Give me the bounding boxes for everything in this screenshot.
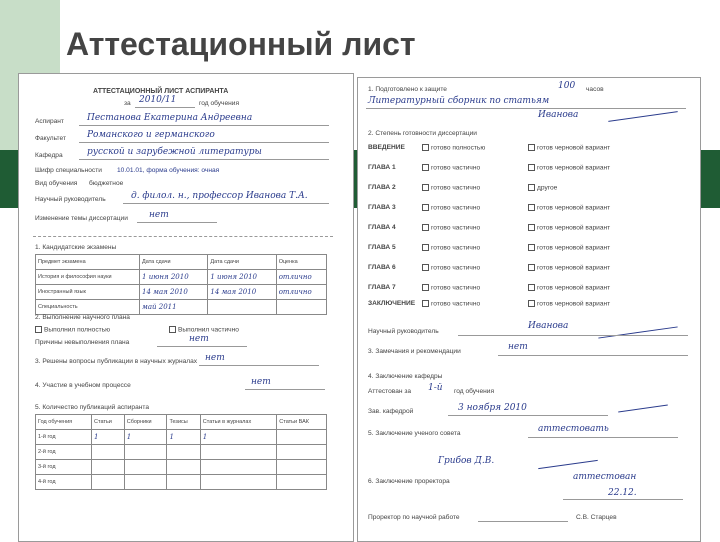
option-label: готов черновой вариант	[537, 204, 611, 212]
exam-cell: Иностранный язык	[36, 285, 140, 300]
supervisor-signature: Иванова	[528, 321, 569, 331]
pub-header-cell: Тезисы	[167, 415, 200, 430]
chapter-name: ГЛАВА 3	[368, 204, 396, 211]
exam-cell	[276, 300, 326, 315]
field-label-5: Научный руководитель	[35, 196, 106, 203]
item1-suffix: часов	[586, 86, 604, 93]
exam-cell: История и философия науки	[36, 270, 140, 285]
chapter-draft-option	[528, 284, 610, 291]
signature-stroke	[608, 111, 677, 122]
chapter-name: ВВЕДЕНИЕ	[368, 144, 405, 151]
pub-header-cell: Статьи в журналах	[200, 415, 276, 430]
pub-cell	[167, 445, 200, 460]
exam-table-row	[36, 285, 327, 300]
pub-table-header	[36, 415, 327, 430]
chapter-draft-option	[528, 164, 610, 171]
year-underline	[135, 107, 195, 108]
pub-cell: 3-й год	[36, 460, 92, 475]
protocol-line	[448, 415, 608, 416]
section4-line	[245, 389, 325, 390]
pub-cell	[92, 475, 125, 490]
exam-cell	[208, 300, 276, 315]
pub-table-row	[36, 430, 327, 445]
attest-label: Аттестован за	[368, 388, 412, 395]
section-divider	[33, 236, 333, 237]
exam-table-row	[36, 300, 327, 315]
section4-value: нет	[251, 377, 271, 387]
chapter-name: ГЛАВА 2	[368, 184, 396, 191]
exam-cell: 1 июня 2010	[208, 270, 276, 285]
field-value-5: д. филол. н., профессор Иванова Т.А.	[131, 191, 308, 201]
chapter-status	[422, 144, 485, 151]
checkbox	[528, 224, 535, 231]
option-label: готов черновой вариант	[537, 264, 611, 272]
item5-value: аттестовать	[538, 424, 609, 434]
chapter-status	[422, 224, 480, 231]
plan-option-label: Выполнил частично	[178, 326, 239, 334]
year-prefix: за	[124, 100, 131, 107]
field-value-3: 10.01.01, форма обучения: очная	[117, 167, 220, 174]
item3-line	[498, 355, 688, 356]
field-line-6	[137, 222, 217, 223]
pub-cell	[92, 445, 125, 460]
chapter-status-label: готово частично	[431, 284, 481, 292]
section3-line	[199, 365, 319, 366]
pub-cell	[200, 445, 276, 460]
pub-cell	[200, 475, 276, 490]
pub-cell: 1	[167, 430, 200, 445]
checkbox	[422, 264, 429, 271]
item1-label: 1. Подготовлено к защите	[368, 86, 447, 93]
pub-table-row	[36, 460, 327, 475]
item1-signature: Иванова	[538, 110, 579, 120]
chapter-name: ГЛАВА 5	[368, 244, 396, 251]
pub-table-row	[36, 475, 327, 490]
page-heading: АТТЕСТАЦИОННЫЙ ЛИСТ АСПИРАНТА	[93, 88, 229, 95]
protocol-date: 3 ноября 2010	[458, 403, 527, 413]
attestation-page-left	[18, 73, 354, 542]
field-label-0: Аспирант	[35, 118, 64, 125]
chapter-status-label: готово частично	[431, 164, 481, 172]
vice-rector-line	[478, 521, 568, 522]
field-value-2: русской и зарубежной литературы	[87, 147, 262, 157]
item3-value: нет	[508, 342, 528, 352]
field-value-6: нет	[149, 210, 169, 220]
date-line	[563, 499, 683, 500]
chapter-status	[422, 204, 480, 211]
pub-cell	[277, 445, 327, 460]
council-signature: Грибов Д.В.	[438, 456, 495, 466]
field-label-6: Изменение темы диссертации	[35, 215, 128, 222]
exam-cell: 1 июня 2010	[140, 270, 208, 285]
chapter-name: ГЛАВА 7	[368, 284, 396, 291]
pub-header-cell: Сборники	[124, 415, 167, 430]
pub-cell	[277, 430, 327, 445]
field-label-1: Факультет	[35, 135, 66, 142]
item1-line	[366, 108, 686, 109]
item1-value: 100	[558, 81, 576, 91]
section3-value: нет	[205, 353, 225, 363]
publications-table	[35, 414, 327, 490]
exam-cell: Специальность	[36, 300, 140, 315]
signature-stroke	[618, 405, 668, 413]
supervisor-line	[458, 335, 688, 336]
field-label-2: Кафедра	[35, 152, 63, 159]
chapter-name: ГЛАВА 6	[368, 264, 396, 271]
signature-stroke	[538, 460, 598, 469]
chapter-status-label: готово полностью	[431, 144, 486, 152]
checkbox	[422, 184, 429, 191]
pub-table-row	[36, 445, 327, 460]
item2-label: 2. Степень готовности диссертации	[368, 130, 477, 137]
chapter-name: ЗАКЛЮЧЕНИЕ	[368, 300, 416, 307]
reasons-label: Причины невыполнения плана	[35, 339, 130, 346]
chapter-status	[422, 264, 480, 271]
section2-title: 2. Выполнение научного плана	[35, 314, 130, 321]
checkbox	[422, 164, 429, 171]
item1-note: Литературный сборник по статьям	[368, 96, 550, 106]
section1-title: 1. Кандидатские экзамены	[35, 244, 117, 251]
pub-header-cell: Год обучения	[36, 415, 92, 430]
field-line-5	[123, 203, 329, 204]
chapter-status	[422, 184, 480, 191]
checkbox	[422, 144, 429, 151]
chapter-status-label: готово частично	[431, 224, 481, 232]
checkbox	[528, 264, 535, 271]
section3-label: 3. Решены вопросы публикации в научных журналах	[35, 358, 198, 365]
pub-cell: 1-й год	[36, 430, 92, 445]
pub-cell	[124, 475, 167, 490]
checkbox	[528, 144, 535, 151]
option-label: готов черновой вариант	[537, 300, 611, 308]
exam-cell: май 2011	[140, 300, 208, 315]
attest-suffix: год обучения	[454, 388, 495, 395]
item3-label: 3. Замечания и рекомендации	[368, 348, 461, 355]
exam-table-header	[36, 255, 327, 270]
year-suffix: год обучения	[199, 100, 240, 107]
checkbox	[422, 244, 429, 251]
exam-cell: отлично	[276, 285, 326, 300]
reasons-value: нет	[189, 334, 209, 344]
pub-cell	[277, 475, 327, 490]
option-label: готов черновой вариант	[537, 284, 611, 292]
checkbox	[528, 204, 535, 211]
pub-cell	[200, 460, 276, 475]
attest-year: 1-й	[428, 383, 443, 393]
pub-cell	[124, 445, 167, 460]
pub-header-cell: Статьи	[92, 415, 125, 430]
checkbox	[528, 284, 535, 291]
section4-label: 4. Участие в учебном процессе	[35, 382, 131, 389]
exam-header-cell: Дата сдачи	[140, 255, 208, 270]
chapter-status-label: готово частично	[431, 184, 481, 192]
pub-cell: 1	[200, 430, 276, 445]
pub-cell	[124, 460, 167, 475]
checkbox	[528, 244, 535, 251]
chapter-draft-option	[528, 264, 610, 271]
slide-title: Аттестационный лист	[66, 26, 416, 62]
reasons-line	[157, 346, 247, 347]
option-label: готов черновой вариант	[537, 244, 611, 252]
checkbox	[422, 284, 429, 291]
chapter-status-label: готово частично	[431, 264, 481, 272]
option-label: готов черновой вариант	[537, 224, 611, 232]
item4-label: 4. Заключение кафедры	[368, 373, 443, 380]
plan-option-full	[35, 326, 110, 333]
vice-rector-name: С.В. Старцев	[576, 514, 617, 521]
field-value-4: бюджетное	[89, 180, 124, 187]
pub-cell: 4-й год	[36, 475, 92, 490]
exam-header-cell: Предмет экзамена	[36, 255, 140, 270]
pub-cell: 1	[124, 430, 167, 445]
chapter-other-option	[528, 184, 557, 191]
plan-option-partial	[169, 326, 239, 333]
chapter-name: ГЛАВА 1	[368, 164, 396, 171]
item5-line	[528, 437, 678, 438]
date-value: 22.12.	[608, 488, 637, 498]
section5-title: 5. Количество публикаций аспиранта	[35, 404, 150, 411]
year-value: 2010/11	[139, 95, 177, 105]
checkbox	[35, 326, 42, 333]
chapter-draft-option	[528, 144, 610, 151]
plan-option-label: Выполнил полностью	[44, 326, 111, 334]
exam-cell: отлично	[276, 270, 326, 285]
option-label: готов черновой вариант	[537, 164, 611, 172]
supervisor-label: Научный руководитель	[368, 328, 439, 335]
option-label: другое	[537, 184, 558, 192]
chapter-status	[422, 284, 480, 291]
item6-label: 6. Заключение проректора	[368, 478, 450, 485]
chapter-draft-option	[528, 204, 610, 211]
checkbox	[169, 326, 176, 333]
protocol-label: Зав. кафедрой	[368, 408, 414, 415]
chapter-status	[422, 300, 480, 307]
signature-stroke	[598, 326, 677, 338]
chapter-status-label: готово частично	[431, 300, 481, 308]
checkbox	[528, 164, 535, 171]
checkbox	[528, 300, 535, 307]
chapter-status	[422, 164, 480, 171]
chapter-draft-option	[528, 300, 610, 307]
exam-header-cell: Оценка	[276, 255, 326, 270]
pub-header-cell: Статьи ВАК	[277, 415, 327, 430]
chapter-status-label: готово частично	[431, 244, 481, 252]
pub-cell	[167, 475, 200, 490]
exam-cell: 14 мая 2010	[208, 285, 276, 300]
option-label: готов черновой вариант	[537, 144, 611, 152]
vice-rector-label: Проректор по научной работе	[368, 514, 460, 521]
field-line-2	[79, 159, 329, 160]
attestation-page-right	[357, 77, 701, 542]
exam-table-row	[36, 270, 327, 285]
chapter-draft-option	[528, 224, 610, 231]
chapter-name: ГЛАВА 4	[368, 224, 396, 231]
field-label-4: Вид обучения	[35, 180, 78, 187]
chapter-draft-option	[528, 244, 610, 251]
chapter-status	[422, 244, 480, 251]
pub-cell	[92, 460, 125, 475]
item6-value: аттестован	[573, 472, 637, 482]
field-line-1	[79, 142, 329, 143]
pub-cell: 1	[92, 430, 125, 445]
exam-header-cell: Дата сдачи	[208, 255, 276, 270]
chapter-status-label: готово частично	[431, 204, 481, 212]
item5-label: 5. Заключение ученого совета	[368, 430, 461, 437]
checkbox	[422, 204, 429, 211]
exam-cell: 14 мая 2010	[140, 285, 208, 300]
exam-table	[35, 254, 327, 315]
pub-cell: 2-й год	[36, 445, 92, 460]
pub-cell	[277, 460, 327, 475]
field-value-0: Пестанова Екатерина Андреевна	[87, 113, 253, 123]
checkbox	[422, 224, 429, 231]
checkbox	[528, 184, 535, 191]
field-line-0	[79, 125, 329, 126]
field-label-3: Шифр специальности	[35, 167, 102, 174]
pub-cell	[167, 460, 200, 475]
field-value-1: Романского и германского	[87, 130, 215, 140]
checkbox	[422, 300, 429, 307]
